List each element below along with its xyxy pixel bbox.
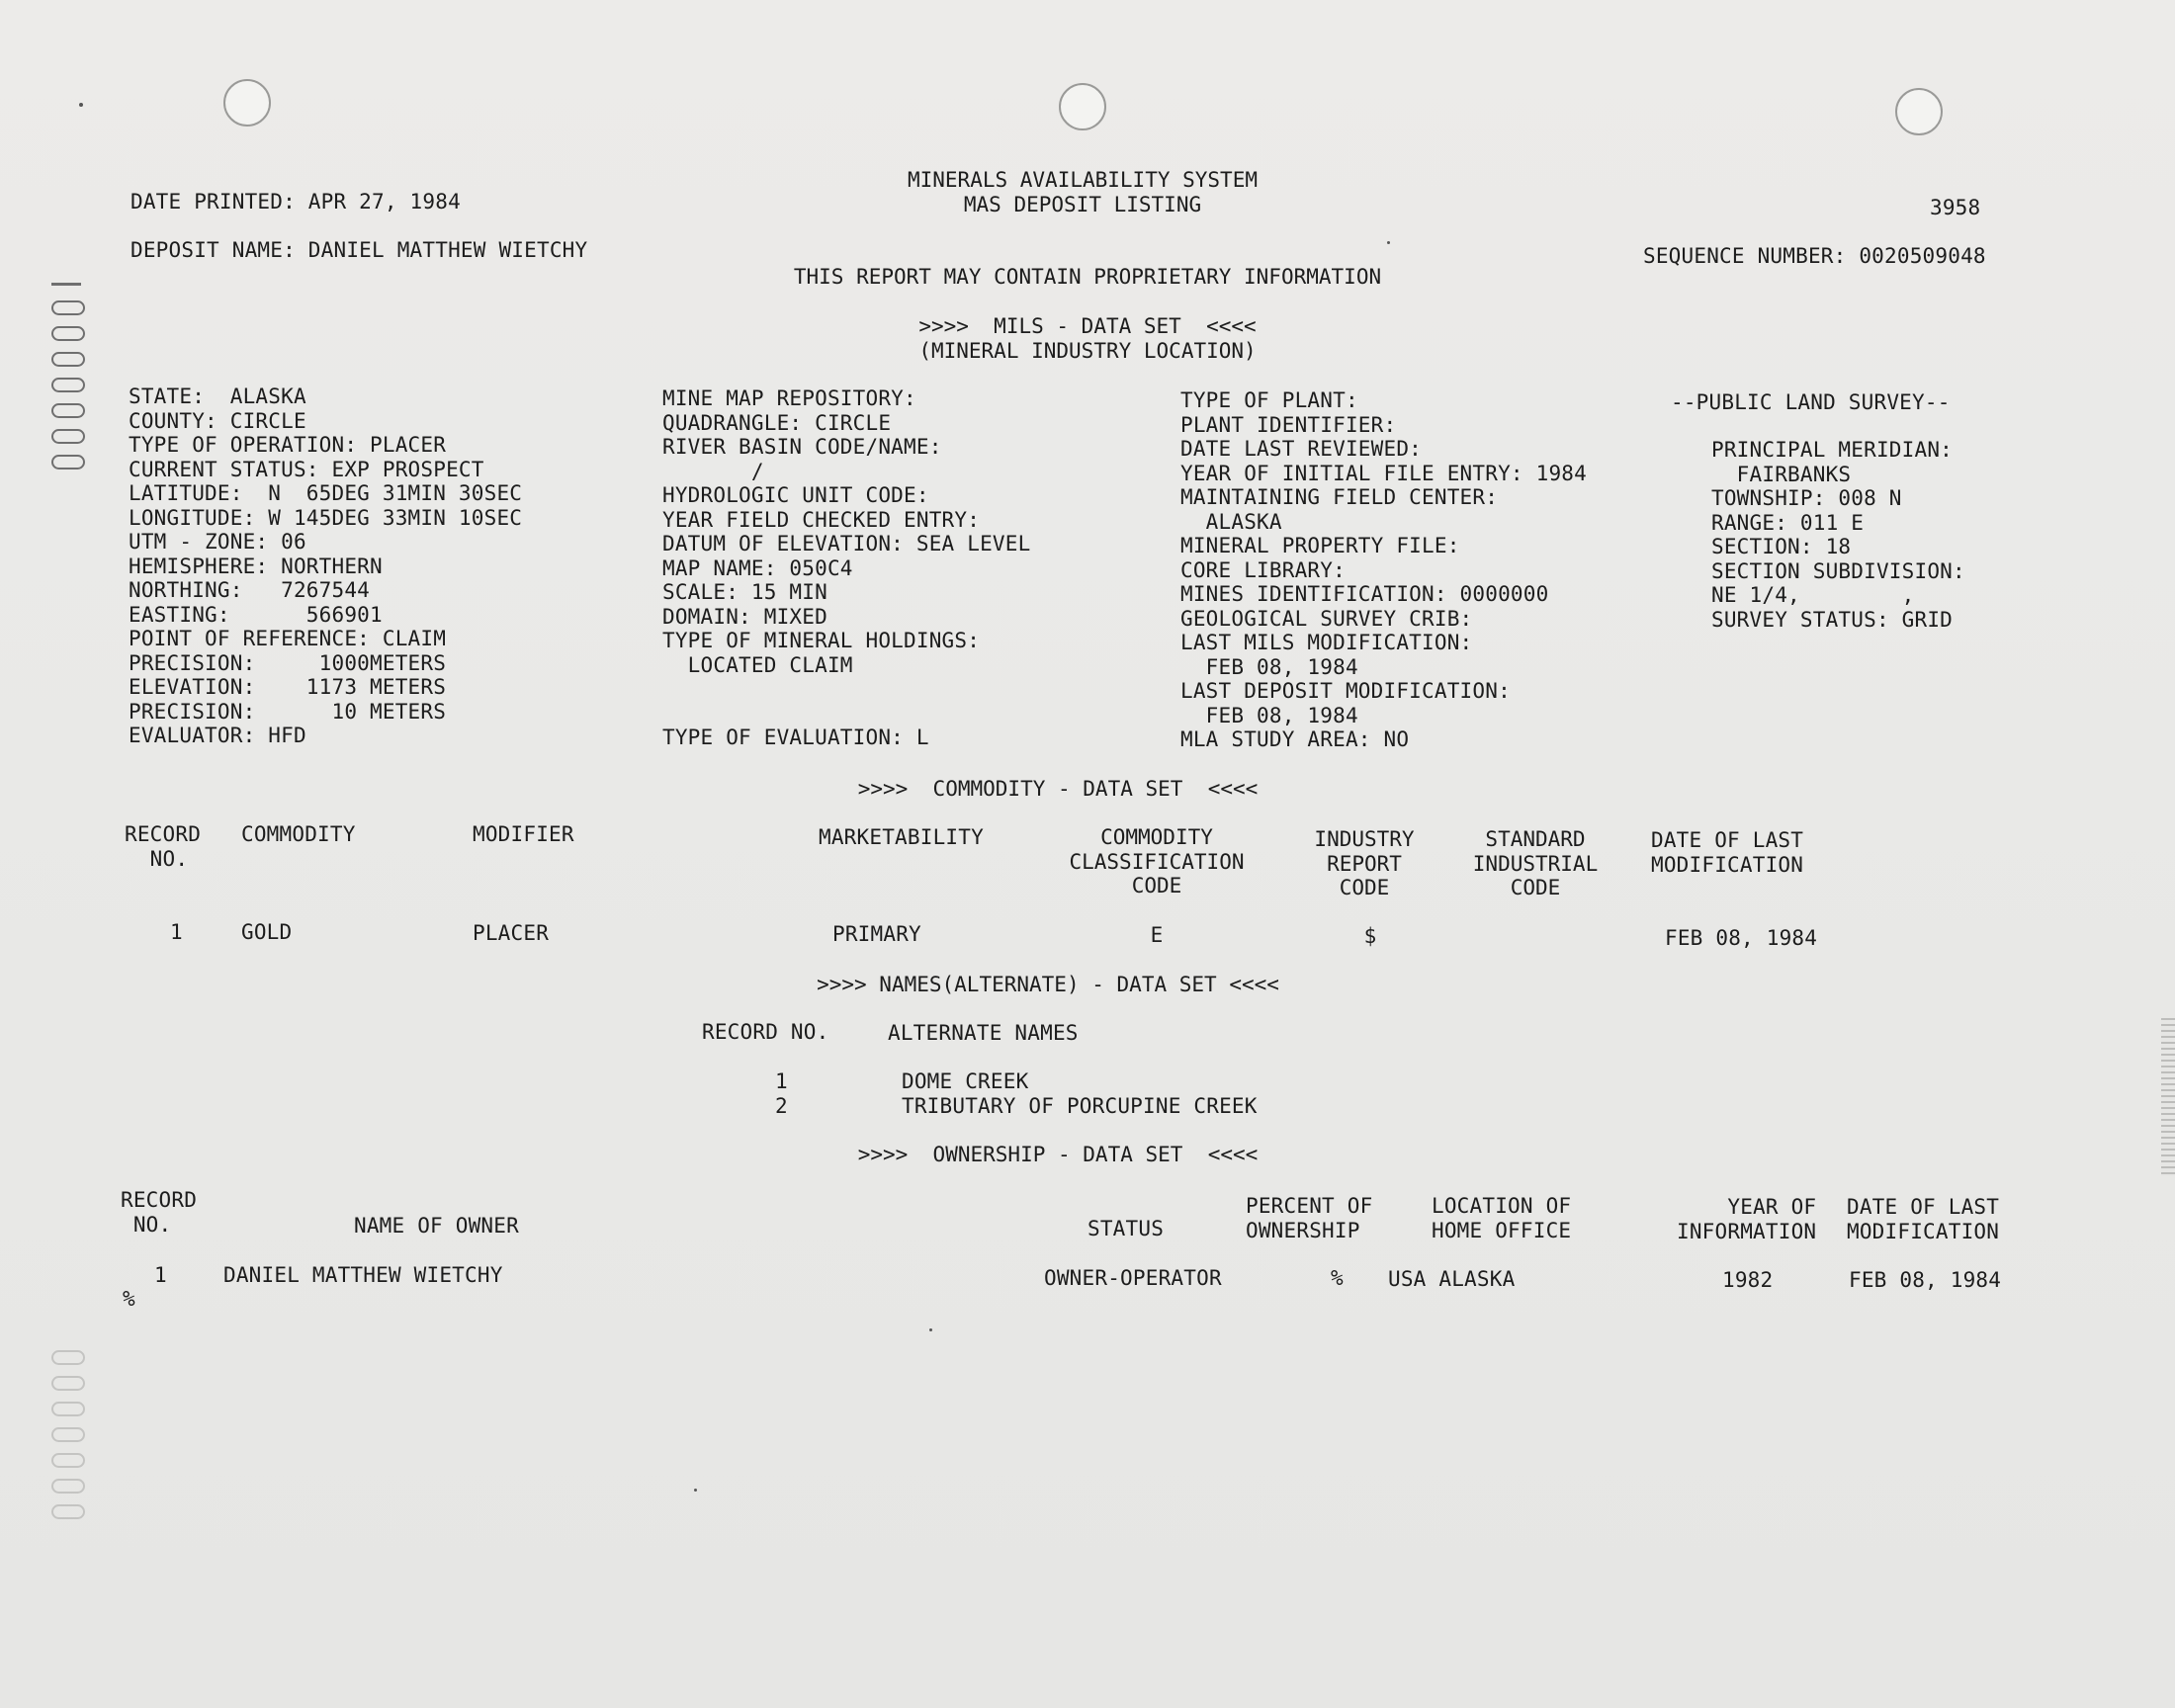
date-printed: DATE PRINTED: APR 27, 1984 xyxy=(130,190,461,214)
ownership-header-location: LOCATION OF HOME OFFICE xyxy=(1432,1194,1572,1242)
commodity-header-modifier: MODIFIER xyxy=(473,822,574,846)
last-mils-modification-line: LAST MILS MODIFICATION: xyxy=(1180,631,1473,654)
paper-speck xyxy=(1387,241,1390,244)
owner-record-no: 1 xyxy=(154,1263,167,1287)
blank-line xyxy=(662,702,1030,726)
current-status-line: CURRENT STATUS: EXP PROSPECT xyxy=(129,457,484,481)
mils-column-location xyxy=(129,384,522,748)
commodity-modification-date: FEB 08, 1984 xyxy=(1665,926,1818,950)
punch-hole-right xyxy=(1895,88,1943,135)
alternate-name-record: 1 xyxy=(775,1069,788,1093)
plant-identifier-line: PLANT IDENTIFIER: xyxy=(1180,412,1397,437)
hydrologic-unit-line: HYDROLOGIC UNIT CODE: xyxy=(662,483,929,507)
sequence-number: SEQUENCE NUMBER: 0020509048 xyxy=(1643,244,1986,268)
owner-home-office: USA ALASKA xyxy=(1388,1267,1516,1291)
mine-map-repository-line: MINE MAP REPOSITORY: xyxy=(662,386,916,410)
reference-point-line: POINT OF REFERENCE: CLAIM xyxy=(129,627,447,650)
owner-modification-date: FEB 08, 1984 xyxy=(1849,1268,2002,1292)
last-mils-modification-date: FEB 08, 1984 xyxy=(1180,654,1358,679)
owner-percent: % xyxy=(1331,1266,1344,1290)
mils-column-records xyxy=(1180,388,1587,752)
mla-study-area-line: MLA STUDY AREA: NO xyxy=(1180,727,1410,751)
map-name-line: MAP NAME: 050C4 xyxy=(662,555,853,580)
ownership-header-name: NAME OF OWNER xyxy=(354,1214,519,1238)
section-subdivision-value: NE 1/4, , xyxy=(1711,583,1915,607)
paper-speck xyxy=(79,103,83,107)
principal-meridian-value: FAIRBANKS xyxy=(1711,462,1852,486)
core-library-line: CORE LIBRARY: xyxy=(1180,557,1346,582)
punch-hole-center xyxy=(1059,83,1106,130)
paper-speck xyxy=(694,1489,697,1492)
ownership-header-year: YEAR OF INFORMATION xyxy=(1677,1195,1817,1243)
commodity-section-title: >>>> COMMODITY - DATA SET <<<< xyxy=(857,777,1259,801)
owner-info-year: 1982 xyxy=(1722,1268,1774,1292)
public-land-survey-title: --PUBLIC LAND SURVEY-- xyxy=(1671,390,1951,414)
last-deposit-modification-line: LAST DEPOSIT MODIFICATION: xyxy=(1180,679,1511,703)
mineral-holdings-value-line: LOCATED CLAIM xyxy=(662,652,853,677)
scan-edge-artifact xyxy=(2161,1018,2175,1176)
commodity-modifier: PLACER xyxy=(473,921,550,945)
commodity-classification-code: E xyxy=(1150,923,1164,947)
blank-line xyxy=(662,677,1030,702)
township-line: TOWNSHIP: 008 N xyxy=(1711,486,1902,510)
utm-zone-line: UTM - ZONE: 06 xyxy=(129,530,306,554)
alternate-name: TRIBUTARY OF PORCUPINE CREEK xyxy=(902,1094,1258,1118)
easting-line: EASTING: 566901 xyxy=(129,602,383,627)
northing-line: NORTHING: 7267544 xyxy=(129,578,371,602)
owner-name: DANIEL MATTHEW WIETCHY xyxy=(223,1263,503,1287)
mils-section-subtitle: (MINERAL INDUSTRY LOCATION) xyxy=(918,339,1257,363)
mineral-holdings-line: TYPE OF MINERAL HOLDINGS: xyxy=(662,629,981,652)
river-basin-value-line: / xyxy=(662,459,764,483)
owner-status: OWNER-OPERATOR xyxy=(1044,1266,1222,1290)
property-file-line: MINERAL PROPERTY FILE: xyxy=(1180,534,1460,557)
commodity-header-sic: STANDARD INDUSTRIAL CODE xyxy=(1472,827,1599,899)
field-center-value-line: ALASKA xyxy=(1180,509,1282,534)
county-line: COUNTY: CIRCLE xyxy=(129,408,306,433)
section-line: SECTION: 18 xyxy=(1711,535,1852,558)
ownership-header-record: RECORD NO. xyxy=(121,1188,198,1237)
page-number: 3958 xyxy=(1930,196,1981,219)
punch-hole-left xyxy=(223,79,271,127)
latitude-line: LATITUDE: N 65DEG 31MIN 30SEC xyxy=(129,481,523,505)
commodity-header-date: DATE OF LAST MODIFICATION xyxy=(1651,828,1804,877)
ownership-footnote: % xyxy=(123,1287,135,1311)
commodity-header-classification: COMMODITY CLASSIFICATION CODE xyxy=(1069,825,1245,897)
quadrangle-line: QUADRANGLE: CIRCLE xyxy=(662,410,892,435)
commodity-marketability: PRIMARY xyxy=(832,922,921,946)
commodity-header-commodity: COMMODITY xyxy=(241,822,356,846)
elevation-precision-line: PRECISION: 10 METERS xyxy=(129,699,447,724)
mils-column-maps xyxy=(662,386,1030,750)
plant-type-line: TYPE OF PLANT: xyxy=(1180,388,1358,412)
survey-status-line: SURVEY STATUS: GRID xyxy=(1711,607,1954,632)
precision-line: PRECISION: 1000METERS xyxy=(129,650,447,675)
evaluation-type-line: TYPE OF EVALUATION: L xyxy=(662,726,929,749)
year-field-checked-line: YEAR FIELD CHECKED ENTRY: xyxy=(662,507,981,532)
deposit-name: DEPOSIT NAME: DANIEL MATTHEW WIETCHY xyxy=(130,238,588,262)
domain-line: DOMAIN: MIXED xyxy=(662,604,827,629)
evaluator-line: EVALUATOR: HFD xyxy=(129,724,306,747)
commodity-record-no: 1 xyxy=(170,920,183,944)
section-subdivision-line: SECTION SUBDIVISION: xyxy=(1711,558,1965,583)
longitude-line: LONGITUDE: W 145DEG 33MIN 10SEC xyxy=(129,505,523,530)
survey-crib-line: GEOLOGICAL SURVEY CRIB: xyxy=(1180,606,1473,631)
operation-type-line: TYPE OF OPERATION: PLACER xyxy=(129,433,447,457)
public-land-survey-column xyxy=(1711,438,1965,632)
date-last-reviewed-line: DATE LAST REVIEWED: xyxy=(1180,437,1423,461)
commodity-industry-code: $ xyxy=(1363,924,1377,948)
commodity-header-industry: INDUSTRY REPORT CODE xyxy=(1314,827,1415,899)
elevation-line: ELEVATION: 1173 METERS xyxy=(129,675,447,699)
alternate-name-record: 2 xyxy=(775,1094,788,1118)
system-title: MINERALS AVAILABILITY SYSTEM xyxy=(907,168,1258,192)
ownership-header-percent: PERCENT OF OWNERSHIP xyxy=(1246,1194,1373,1242)
initial-file-entry-line: YEAR OF INITIAL FILE ENTRY: 1984 xyxy=(1180,461,1587,485)
alternate-name: DOME CREEK xyxy=(902,1069,1029,1093)
names-header-names: ALTERNATE NAMES xyxy=(888,1021,1079,1045)
names-section-title: >>>> NAMES(ALTERNATE) - DATA SET <<<< xyxy=(817,973,1279,996)
ownership-header-status: STATUS xyxy=(1088,1217,1165,1240)
ownership-section-title: >>>> OWNERSHIP - DATA SET <<<< xyxy=(857,1143,1259,1166)
field-center-line: MAINTAINING FIELD CENTER: xyxy=(1180,485,1499,509)
state-line: STATE: ALASKA xyxy=(129,384,306,408)
datum-of-elevation-line: DATUM OF ELEVATION: SEA LEVEL xyxy=(662,532,1031,555)
scale-line: SCALE: 15 MIN xyxy=(662,580,827,604)
commodity-name: GOLD xyxy=(241,920,293,944)
names-header-record: RECORD NO. xyxy=(702,1020,829,1044)
commodity-header-marketability: MARKETABILITY xyxy=(819,825,984,849)
hemisphere-line: HEMISPHERE: NORTHERN xyxy=(129,554,383,578)
ownership-header-date: DATE OF LAST MODIFICATION xyxy=(1847,1195,2000,1243)
listing-title: MAS DEPOSIT LISTING xyxy=(963,193,1202,216)
last-deposit-modification-date: FEB 08, 1984 xyxy=(1180,703,1358,727)
principal-meridian-line: PRINCIPAL MERIDIAN: xyxy=(1711,438,1954,462)
range-line: RANGE: 011 E xyxy=(1711,510,1865,535)
mils-section-title: >>>> MILS - DATA SET <<<< xyxy=(918,314,1257,338)
mines-identification-line: MINES IDENTIFICATION: 0000000 xyxy=(1180,582,1549,606)
commodity-header-record: RECORD NO. xyxy=(125,822,202,871)
proprietary-notice: THIS REPORT MAY CONTAIN PROPRIETARY INFORMATION xyxy=(793,265,1382,289)
river-basin-line: RIVER BASIN CODE/NAME: xyxy=(662,435,942,459)
paper-speck xyxy=(929,1328,932,1331)
